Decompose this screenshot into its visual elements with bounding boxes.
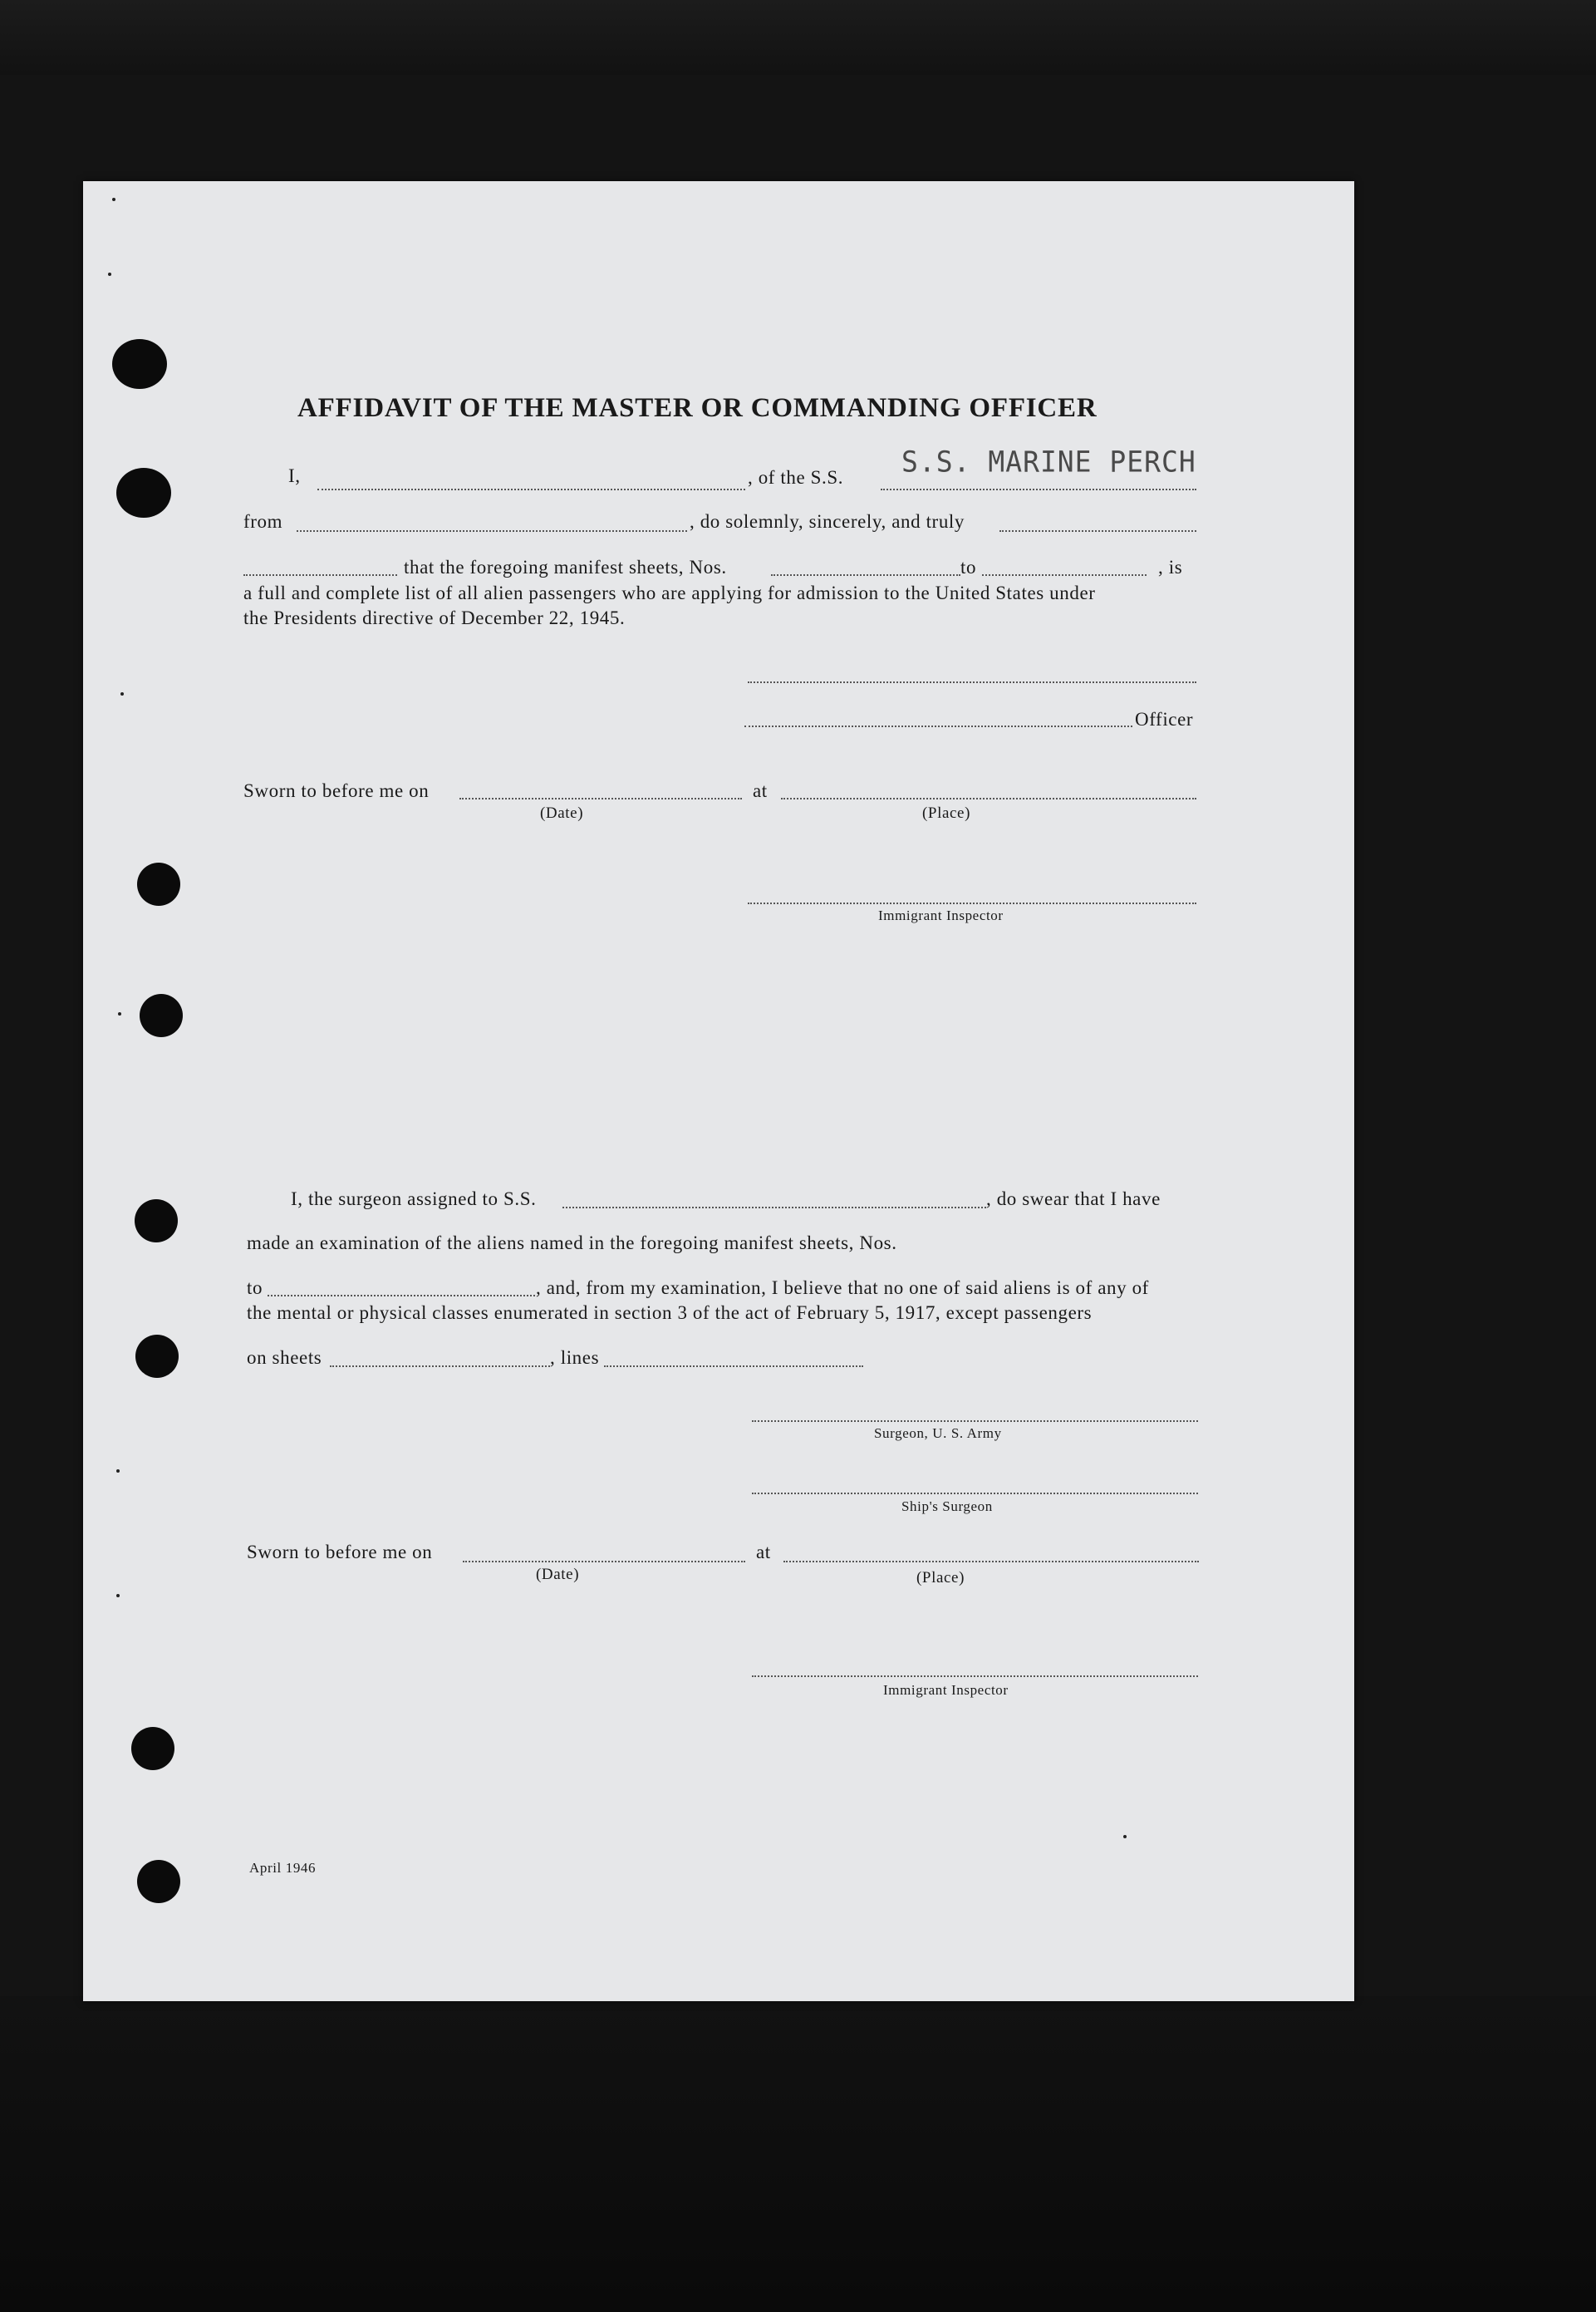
surgeon-ship-field[interactable] xyxy=(562,1207,986,1208)
ship-surgeon-caption: Ship's Surgeon xyxy=(901,1498,993,1514)
from-port-field[interactable] xyxy=(297,530,687,532)
surgeon-line-1-end: , do swear that I have xyxy=(986,1188,1161,1209)
binder-hole xyxy=(140,994,183,1037)
of-ss-label: , of the S.S. xyxy=(748,467,844,488)
surgeon-date-caption: (Date) xyxy=(536,1566,580,1583)
binder-hole xyxy=(135,1335,179,1378)
master-at-label: at xyxy=(753,780,768,801)
surgeon-sworn-date-field[interactable] xyxy=(463,1561,745,1562)
surgeon-inspector-signature-field[interactable] xyxy=(752,1675,1198,1677)
paper-speck xyxy=(116,1594,120,1597)
binder-hole xyxy=(131,1727,174,1770)
master-sworn-label: Sworn to before me on xyxy=(243,780,430,801)
excepted-sheets-field[interactable] xyxy=(330,1365,550,1367)
surgeon-line-3-rest: , and, from my examination, I believe that no one of said aliens is of any of xyxy=(536,1277,1149,1298)
master-inspector-caption: Immigrant Inspector xyxy=(878,908,1004,923)
master-sworn-date-field[interactable] xyxy=(459,798,742,799)
master-sworn-place-field[interactable] xyxy=(781,798,1196,799)
paper-speck xyxy=(1123,1835,1127,1838)
on-sheets-label: on sheets xyxy=(247,1347,322,1368)
scanner-background-top xyxy=(0,0,1596,75)
lines-label: , lines xyxy=(550,1347,600,1368)
surgeon-to-label: to xyxy=(247,1277,263,1298)
surgeon-sheet-to-field[interactable] xyxy=(268,1295,535,1296)
binder-hole xyxy=(116,468,171,518)
paper-speck xyxy=(112,198,115,201)
master-text-line-2: a full and complete list of all alien passengers who are applying for admission to the United States under xyxy=(243,583,1096,603)
binder-hole xyxy=(135,1199,178,1242)
excepted-lines-field[interactable] xyxy=(604,1365,863,1367)
binder-hole xyxy=(112,339,167,389)
sheet-to-field[interactable] xyxy=(982,574,1147,576)
sheet-from-field[interactable] xyxy=(771,574,960,576)
surgeon-line-2: made an examination of the aliens named in the foregoing manifest sheets, Nos. xyxy=(247,1232,897,1253)
master-name-field[interactable] xyxy=(317,489,745,490)
declaration-field[interactable] xyxy=(243,574,397,576)
officer-label: Officer xyxy=(1135,709,1194,730)
to-label: to xyxy=(960,557,977,578)
surgeon-at-label: at xyxy=(756,1542,771,1562)
binder-hole xyxy=(137,863,180,906)
ship-surgeon-signature-field[interactable] xyxy=(752,1493,1198,1494)
surgeon-inspector-caption: Immigrant Inspector xyxy=(883,1682,1009,1698)
master-place-caption: (Place) xyxy=(922,804,970,822)
foregoing-label: that the foregoing manifest sheets, Nos. xyxy=(404,557,727,578)
solemnly-label: , do solemnly, sincerely, and truly xyxy=(690,511,965,532)
paper-speck xyxy=(118,1012,121,1016)
army-surgeon-signature-field[interactable] xyxy=(752,1420,1198,1422)
surgeon-place-caption: (Place) xyxy=(916,1569,965,1586)
footer-date: April 1946 xyxy=(249,1860,317,1876)
master-inspector-signature-field[interactable] xyxy=(748,903,1196,904)
master-date-caption: (Date) xyxy=(540,804,584,822)
army-surgeon-caption: Surgeon, U. S. Army xyxy=(874,1425,1002,1441)
affidavit-page xyxy=(83,181,1354,2001)
surgeon-line-4: the mental or physical classes enumerated in section 3 of the act of February 5, 1917, except passengers xyxy=(247,1302,1093,1323)
form-title: AFFIDAVIT OF THE MASTER OR COMMANDING OFFICER xyxy=(297,393,1098,423)
surgeon-line-1-start: I, the surgeon assigned to S.S. xyxy=(291,1188,537,1209)
binder-hole xyxy=(137,1860,180,1903)
paper-speck xyxy=(116,1469,120,1473)
surgeon-sworn-place-field[interactable] xyxy=(783,1561,1199,1562)
is-label: , is xyxy=(1158,557,1183,578)
surgeon-sworn-label: Sworn to before me on xyxy=(247,1542,433,1562)
master-text-line-3: the Presidents directive of December 22, 1945. xyxy=(243,608,626,628)
paper-speck xyxy=(108,273,111,276)
ship-name-stamp: S.S. MARINE PERCH xyxy=(901,445,1196,479)
from-label: from xyxy=(243,511,283,532)
oath-field[interactable] xyxy=(999,530,1196,532)
scanner-background-bottom xyxy=(0,1996,1596,2312)
master-signature-field[interactable] xyxy=(748,681,1196,683)
ship-name-field[interactable] xyxy=(881,489,1196,490)
paper-speck xyxy=(120,692,124,696)
officer-title-field[interactable] xyxy=(744,726,1132,727)
i-label: I, xyxy=(288,465,301,486)
